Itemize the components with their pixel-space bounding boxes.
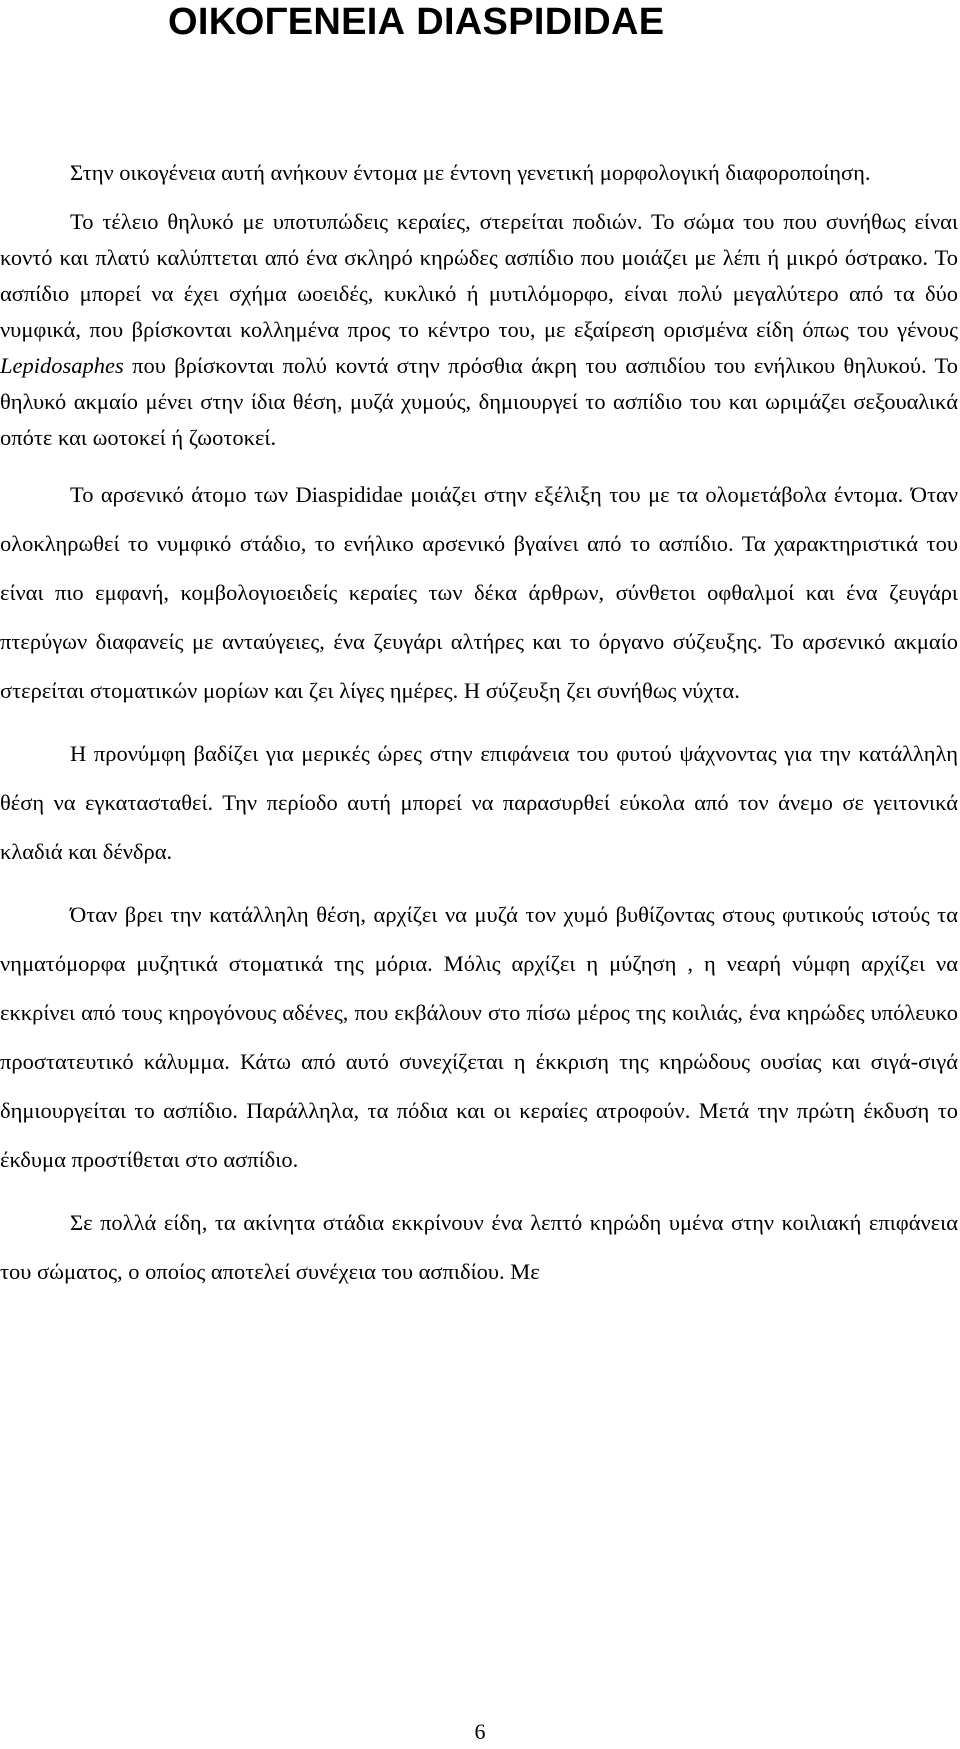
- page-title: ΟΙΚΟΓΕΝΕΙΑ DIASPIDIDAE: [168, 1, 665, 43]
- paragraph-shield-formation: Όταν βρει την κατάλληλη θέση, αρχίζει να μυζά τον χυμό βυθίζοντας στους φυτικούς ιστούς τα νηματόμορφα μυζητικά στοματικά της μόρια. Μόλις αρχίζει η μύζηση , η νεαρή νύμφη αρχίζει να εκκρίνει από τους κηρογόνους αδένες, που εκβάλουν στο πίσω μέρος της κοιλιάς, ένα κηρώδες υπόλευκο προστατευτικό κάλυμμα. Κάτω από αυτό συνεχίζεται η έκκριση της κηρώδους ουσίας και σιγά-σιγά δημιουργείται το ασπίδιο. Παράλληλα, τα πόδια και οι κεραίες ατροφούν. Μετά την πρώτη έκδυση το έκδυμα προστίθεται στο ασπίδιο.: [0, 902, 958, 1172]
- genus-name-italic: Lepidosaphes: [0, 353, 124, 378]
- page-number: 6: [474, 1719, 486, 1744]
- paragraph-female-description: [0, 204, 958, 456]
- paragraph-female-text-end: που βρίσκονται πολύ κοντά στην πρόσθια άκρη του ασπιδίου του ενήλικου θηλυκού. Το θηλυκό ακμαίο μένει στην ίδια θέση, μυζά χυμούς, δημιουργεί το ασπίδιο του και ωριμάζει σεξουαλικά οπότε και ωοτοκεί ή ζωοτοκεί.: [0, 353, 958, 450]
- paragraph-intro: Στην οικογένεια αυτή ανήκουν έντομα με έντονη γενετική μορφολογική διαφοροποίηση.: [70, 160, 871, 185]
- paragraph-ventral-membrane: Σε πολλά είδη, τα ακίνητα στάδια εκκρίνουν ένα λεπτό κηρώδη υμένα στην κοιλιακή επιφάνεια του σώματος, ο οποίος αποτελεί συνέχεια του ασπιδίου. Με: [0, 1210, 958, 1284]
- paragraph-female-text-start: Το τέλειο θηλυκό με υποτυπώδεις κεραίες, στερείται ποδιών. Το σώμα του που συνήθως είναι κοντό και πλατύ καλύπτεται από ένα σκληρό κηρώδες ασπίδιο που μοιάζει με λέπι ή μικρό όστρακο. Το ασπίδιο μπορεί να έχει σχήμα ωοειδές, κυκλικό ή μυτιλόμορφο, είναι πολύ μεγαλύτερο από τα δύο νυμφικά, που βρίσκονται κολλημένα προς το κέντρο του, με εξαίρεση ορισμένα είδη όπως του γένους: [0, 209, 958, 342]
- document-body: [0, 155, 958, 1296]
- paragraph-male-description: Το αρσενικό άτομο των Diaspididae μοιάζει στην εξέλιξη του με τα ολομετάβολα έντομα. Όταν ολοκληρωθεί το νυμφικό στάδιο, το ενήλικο αρσενικό βγαίνει από το ασπίδιο. Τα χαρακτηριστικά του είναι πιο εμφανή, κομβολογιοειδείς κεραίες των δέκα άρθρων, σύνθετοι οφθαλμοί και ένα ζευγάρι πτερύγων διαφανείς με ανταύγειες, ένα ζευγάρι αλτήρες και το όργανο σύζευξης. Το αρσενικό ακμαίο στερείται στοματικών μορίων και ζει λίγες ημέρες. Η σύζευξη ζει συνήθως νύχτα.: [0, 482, 958, 703]
- paragraph-larva: Η προνύμφη βαδίζει για μερικές ώρες στην επιφάνεια του φυτού ψάχνοντας για την κατάλληλη θέση να εγκατασταθεί. Την περίοδο αυτή μπορεί να παρασυρθεί εύκολα από τον άνεμο σε γειτονικά κλαδιά και δένδρα.: [0, 741, 958, 864]
